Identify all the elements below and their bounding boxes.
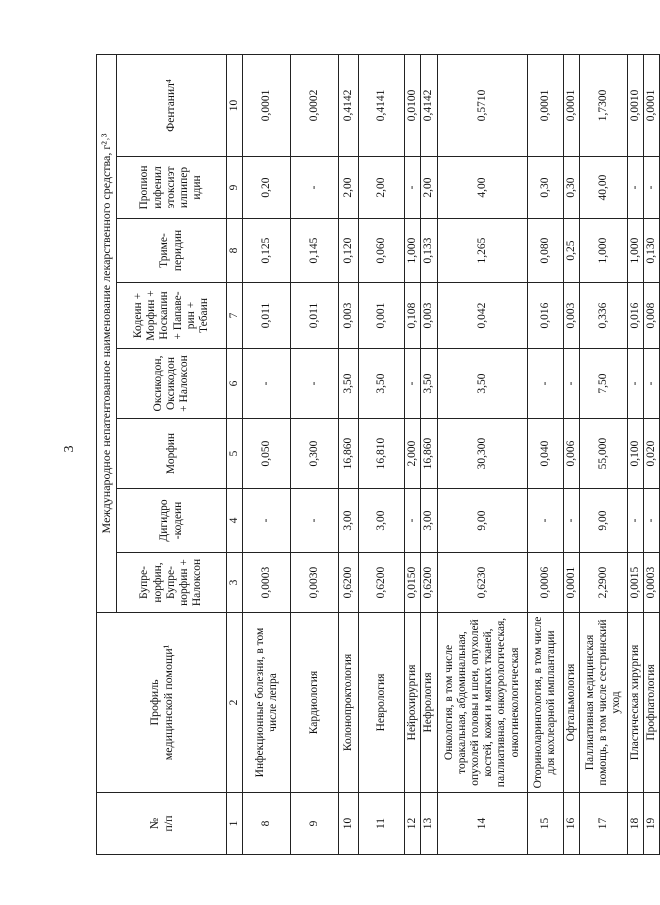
row-value: 40,00 xyxy=(579,157,627,219)
row-value: 0,003 xyxy=(339,283,359,349)
row-value: - xyxy=(291,489,339,553)
header-drug: Кодеин + Морфин + Носкапин + Папаве- рин + Тебаин xyxy=(117,283,227,349)
row-value: 0,060 xyxy=(359,219,405,283)
row-value: 0,6200 xyxy=(421,553,437,613)
row-value: 55,000 xyxy=(579,419,627,489)
column-number: 10 xyxy=(227,54,243,156)
row-profile: Колонопроктология xyxy=(339,613,359,793)
row-value: 0,130 xyxy=(644,219,660,283)
row-value: 0,0001 xyxy=(563,54,579,156)
row-value: 0,0002 xyxy=(291,54,339,156)
row-value: - xyxy=(243,349,291,419)
row-profile: Нефрология xyxy=(421,613,437,793)
header-profile: Профиль медицинской помощи¹ xyxy=(97,613,227,793)
row-value: - xyxy=(405,489,421,553)
row-profile: Офтальмология xyxy=(563,613,579,793)
header-drug: Дигидро -кодеин xyxy=(117,489,227,553)
row-value: 0,20 xyxy=(243,157,291,219)
header-num: № п/п xyxy=(97,793,227,855)
row-value: 0,6200 xyxy=(339,553,359,613)
row-value: - xyxy=(291,157,339,219)
column-number: 7 xyxy=(227,283,243,349)
row-value: 0,0150 xyxy=(405,553,421,613)
row-value: 0,30 xyxy=(563,157,579,219)
row-value: 0,001 xyxy=(359,283,405,349)
table-row xyxy=(579,54,627,854)
row-value: 9,00 xyxy=(437,489,527,553)
table-row xyxy=(644,54,660,854)
row-value: 0,125 xyxy=(243,219,291,283)
row-number: 19 xyxy=(644,793,660,855)
header-drug: Бупре- норфин, Бупре- норфин + Налоксон xyxy=(117,553,227,613)
row-value: 0,011 xyxy=(243,283,291,349)
header-drug: Фентанил⁴ xyxy=(117,54,227,156)
table-row xyxy=(243,54,291,854)
header-drug: Оксикодон, Оксикодон + Налоксон xyxy=(117,349,227,419)
row-number: 18 xyxy=(627,793,643,855)
row-value: 0,25 xyxy=(563,219,579,283)
row-profile: Нейрохирургия xyxy=(405,613,421,793)
table-row xyxy=(359,54,405,854)
row-value: 0,080 xyxy=(527,219,563,283)
row-value: 3,50 xyxy=(437,349,527,419)
row-value: 7,50 xyxy=(579,349,627,419)
rotated-table-container xyxy=(96,55,658,855)
header-drug-group: Международное непатентованное наименование лекарственного средства, г²˒³ xyxy=(97,54,117,612)
row-value: 0,003 xyxy=(563,283,579,349)
row-value: 0,4142 xyxy=(421,54,437,156)
header-drug: Морфин xyxy=(117,419,227,489)
row-value: - xyxy=(291,349,339,419)
table-row xyxy=(339,54,359,854)
row-value: 0,016 xyxy=(627,283,643,349)
drug-norms-table xyxy=(96,54,660,855)
column-number: 4 xyxy=(227,489,243,553)
row-value: 3,00 xyxy=(359,489,405,553)
row-value: - xyxy=(644,157,660,219)
column-number: 8 xyxy=(227,219,243,283)
row-value: 0,003 xyxy=(421,283,437,349)
row-value: 1,265 xyxy=(437,219,527,283)
row-value: 0,0015 xyxy=(627,553,643,613)
page-number: 3 xyxy=(62,445,77,453)
row-value: 3,00 xyxy=(339,489,359,553)
row-profile: Онкология, в том числе торакальная, абдоминальная, опухолей головы и шеи, опухолей костей, кожи и мягких тканей, паллиативная, онкоурологическая, онкогинекологическая xyxy=(437,613,527,793)
row-value: 0,0001 xyxy=(644,54,660,156)
row-value: 1,000 xyxy=(627,219,643,283)
row-value: 0,020 xyxy=(644,419,660,489)
row-value: - xyxy=(527,349,563,419)
header-drug: Триме- перидин xyxy=(117,219,227,283)
row-value: 0,0003 xyxy=(644,553,660,613)
row-value: 3,50 xyxy=(359,349,405,419)
row-value: 0,145 xyxy=(291,219,339,283)
row-value: 0,108 xyxy=(405,283,421,349)
table-row xyxy=(627,54,643,854)
row-number: 8 xyxy=(243,793,291,855)
row-value: 16,860 xyxy=(421,419,437,489)
row-value: 0,133 xyxy=(421,219,437,283)
row-value: 1,7300 xyxy=(579,54,627,156)
row-value: 0,0001 xyxy=(563,553,579,613)
row-value: 0,011 xyxy=(291,283,339,349)
row-value: - xyxy=(405,349,421,419)
column-number: 1 xyxy=(227,793,243,855)
row-number: 16 xyxy=(563,793,579,855)
row-number: 9 xyxy=(291,793,339,855)
table-row xyxy=(563,54,579,854)
row-value: - xyxy=(243,489,291,553)
row-value: 0,0010 xyxy=(627,54,643,156)
table-row xyxy=(291,54,339,854)
row-value: - xyxy=(644,489,660,553)
row-value: - xyxy=(627,489,643,553)
row-value: 0,042 xyxy=(437,283,527,349)
row-number: 11 xyxy=(359,793,405,855)
row-value: - xyxy=(563,349,579,419)
row-value: - xyxy=(405,157,421,219)
row-value: 4,00 xyxy=(437,157,527,219)
row-value: 16,810 xyxy=(359,419,405,489)
row-value: 0,30 xyxy=(527,157,563,219)
row-profile: Неврология xyxy=(359,613,405,793)
row-value: 0,4141 xyxy=(359,54,405,156)
row-value: 30,300 xyxy=(437,419,527,489)
row-value: 0,0030 xyxy=(291,553,339,613)
row-value: 0,008 xyxy=(644,283,660,349)
row-value: 3,00 xyxy=(421,489,437,553)
row-value: 3,50 xyxy=(339,349,359,419)
row-value: 0,006 xyxy=(563,419,579,489)
row-value: 3,50 xyxy=(421,349,437,419)
table-row xyxy=(437,54,527,854)
row-value: 2,000 xyxy=(405,419,421,489)
row-value: 2,00 xyxy=(339,157,359,219)
table-row xyxy=(405,54,421,854)
row-value: 0,016 xyxy=(527,283,563,349)
row-profile: Паллиативная медицинская помощь, в том числе сестринский уход xyxy=(579,613,627,793)
row-number: 13 xyxy=(421,793,437,855)
row-value: 9,00 xyxy=(579,489,627,553)
row-profile: Инфекционные болезни, в том числе лепра xyxy=(243,613,291,793)
header-drug: Пропион илфенил этоксиэт илпипер идин xyxy=(117,157,227,219)
row-value: 2,00 xyxy=(421,157,437,219)
row-value: 2,00 xyxy=(359,157,405,219)
row-value: - xyxy=(627,349,643,419)
row-value: 0,100 xyxy=(627,419,643,489)
row-value: - xyxy=(527,489,563,553)
column-number: 6 xyxy=(227,349,243,419)
row-value: 16,860 xyxy=(339,419,359,489)
row-value: 0,4142 xyxy=(339,54,359,156)
row-number: 14 xyxy=(437,793,527,855)
row-value: 0,300 xyxy=(291,419,339,489)
row-value: 0,050 xyxy=(243,419,291,489)
row-number: 12 xyxy=(405,793,421,855)
table-row xyxy=(421,54,437,854)
row-value: - xyxy=(627,157,643,219)
row-number: 17 xyxy=(579,793,627,855)
row-value: 0,6200 xyxy=(359,553,405,613)
row-value: - xyxy=(563,489,579,553)
row-value: 0,0006 xyxy=(527,553,563,613)
column-number: 2 xyxy=(227,613,243,793)
row-profile: Оториноларингология, в том числе для кохлеарной имплантации xyxy=(527,613,563,793)
column-number: 5 xyxy=(227,419,243,489)
row-value: 0,0003 xyxy=(243,553,291,613)
row-value: 0,6230 xyxy=(437,553,527,613)
row-value: 0,0100 xyxy=(405,54,421,156)
table-row xyxy=(527,54,563,854)
column-number: 3 xyxy=(227,553,243,613)
column-number: 9 xyxy=(227,157,243,219)
row-value: 0,0001 xyxy=(243,54,291,156)
row-value: 1,000 xyxy=(405,219,421,283)
row-number: 15 xyxy=(527,793,563,855)
row-profile: Пластическая хирургия xyxy=(627,613,643,793)
row-value: 0,040 xyxy=(527,419,563,489)
row-value: 0,0001 xyxy=(527,54,563,156)
row-number: 10 xyxy=(339,793,359,855)
row-value: 1,000 xyxy=(579,219,627,283)
row-value: 0,120 xyxy=(339,219,359,283)
row-value: - xyxy=(644,349,660,419)
row-value: 2,2900 xyxy=(579,553,627,613)
row-value: 0,336 xyxy=(579,283,627,349)
row-profile: Профпатология xyxy=(644,613,660,793)
row-value: 0,5710 xyxy=(437,54,527,156)
row-profile: Кардиология xyxy=(291,613,339,793)
